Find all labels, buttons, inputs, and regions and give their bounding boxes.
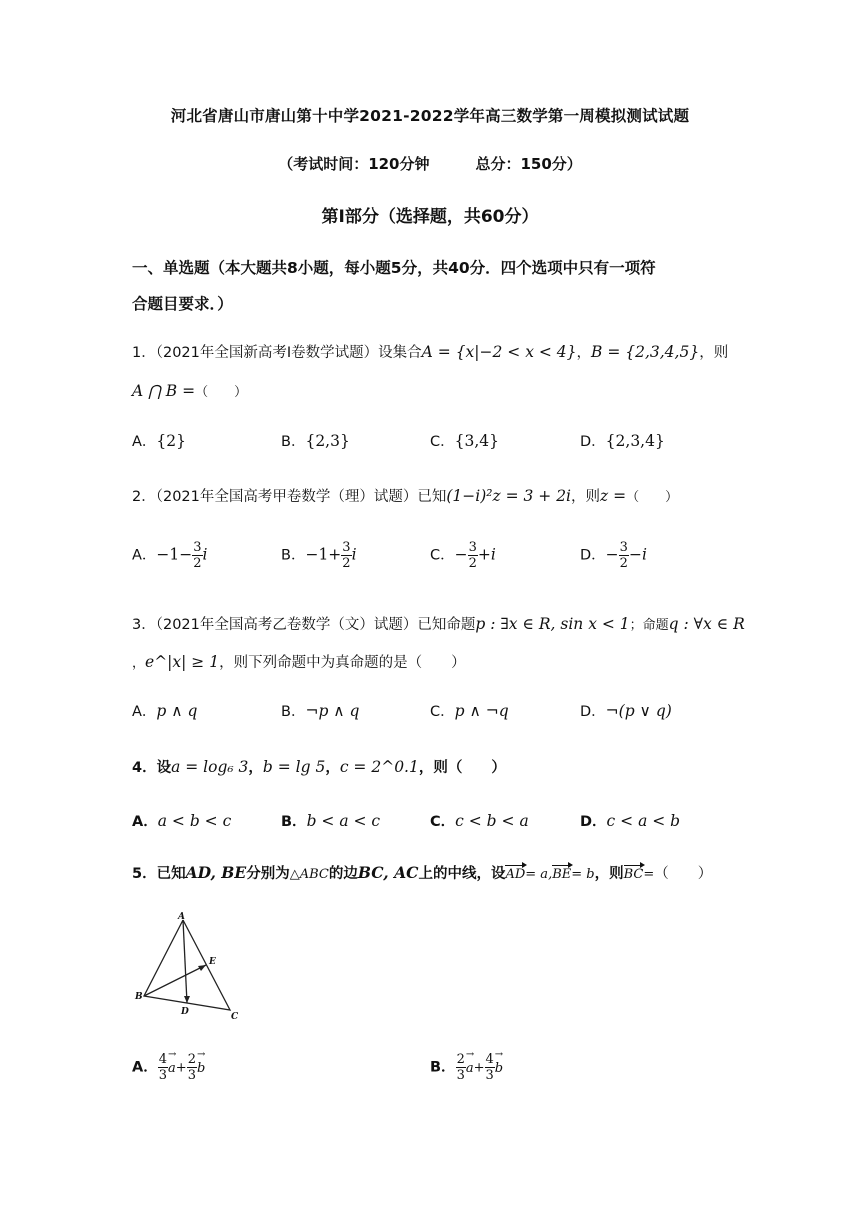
set-a: A = {x|−2 < x < 4} [421,343,577,361]
question-5-stem: 5．已知AD, BE分别为△ABC的边BC, AC上的中线，设AD= a,BE= b，则BC=（ ） [132,863,713,882]
value-a: a = log₆ 3 [171,758,249,776]
q2-option-d[interactable]: D．− $\frac{3}{2}$ −i [580,540,647,571]
complex-equation: (1−i)²z = 3 + 2i [446,487,572,505]
exp-inequality: e^|x| ≥ 1 [145,653,220,671]
exam-time: （考试时间：120分钟 [278,155,430,173]
question-4-stem: 4．设a = log₆ 3，b = lg 5，c = 2^0.1，则（ ） [132,758,506,776]
proposition-p: p : ∃x ∈ R, sin x < 1 [475,615,630,633]
q1-option-a[interactable]: A．{2} [132,432,187,450]
vertex-label-c: C [231,1012,239,1020]
q4-option-d[interactable]: D．c < a < b [580,812,681,830]
q5-option-b[interactable]: B． $\frac{2}{3}$ → a+ $\frac{4}{3}$ → b [430,1052,503,1083]
value-b: b = lg 5 [262,758,326,776]
question-1-stem-line2: A ⋂ B =（ ） [132,382,248,400]
section-heading-line2: 合题目要求．） [132,295,233,313]
q1-option-c[interactable]: C．{3,4} [430,432,499,450]
vertex-label-e: E [209,957,216,967]
question-3-stem: 3．（2021年全国高考乙卷数学（文）试题）已知命题p : ∃x ∈ R, sin x < 1；命题q : ∀x ∈ R [132,615,745,633]
exam-info [0,153,860,174]
set-b: B = {2,3,4,5} [591,343,700,361]
question-3-stem-line2: ，e^|x| ≥ 1，则下列命题中为真命题的是（ ） [132,653,466,671]
q3-option-a[interactable]: A．p ∧ q [132,702,198,720]
triangle-figure [130,910,250,1020]
median-be [144,965,206,996]
median-ad [183,920,187,1003]
value-c: c = 2^0.1 [339,758,419,776]
question-1-stem: 1．（2021年全国新高考Ⅰ卷数学试题）设集合A = {x|−2 < x < 4}，B = {2,3,4,5}，则 [132,343,729,361]
q1-option-b[interactable]: B．{2,3} [281,432,350,450]
vertex-label-a: A [178,912,185,922]
q2-option-a[interactable]: A．−1− $\frac{3}{2}$ i [132,540,208,571]
arrow-d-icon [184,996,190,1003]
q3-option-c[interactable]: C．p ∧ ¬q [430,702,509,720]
vertex-label-d: D [181,1007,189,1017]
document-title: 河北省唐山市唐山第十中学2021-2022学年高三数学第一周模拟测试试题 [170,107,690,125]
part-title: 第Ⅰ部分（选择题，共60分） [321,207,539,227]
proposition-q: q : ∀x ∈ R [668,615,745,633]
q3-option-b[interactable]: B．¬p ∧ q [281,702,360,720]
intersection-expr: A ⋂ B = [132,382,196,400]
question-2-stem: 2．（2021年全国高考甲卷数学（理）试题）已知(1−i)²z = 3 + 2i，则z =（ ） [132,487,679,505]
q2-option-b[interactable]: B．−1+ $\frac{3}{2}$ i [281,540,357,571]
q5-option-a[interactable]: A． $\frac{4}{3}$ → a+ $\frac{2}{3}$ → b [132,1052,205,1083]
q4-option-a[interactable]: A．a < b < c [132,812,232,830]
q3-option-d[interactable]: D．¬(p ∨ q) [580,702,672,720]
q4-option-b[interactable]: B．b < a < c [281,812,381,830]
q1-option-d[interactable]: D．{2,3,4} [580,432,665,450]
q4-option-c[interactable]: C．c < b < a [430,812,529,830]
section-heading-line1: 一、单选题（本大题共8小题，每小题5分，共40分．四个选项中只有一项符 [132,259,656,277]
q2-option-c[interactable]: C．− $\frac{3}{2}$ +i [430,540,496,571]
total-score: 总分：150分） [475,155,582,173]
vertex-label-b: B [135,992,143,1002]
